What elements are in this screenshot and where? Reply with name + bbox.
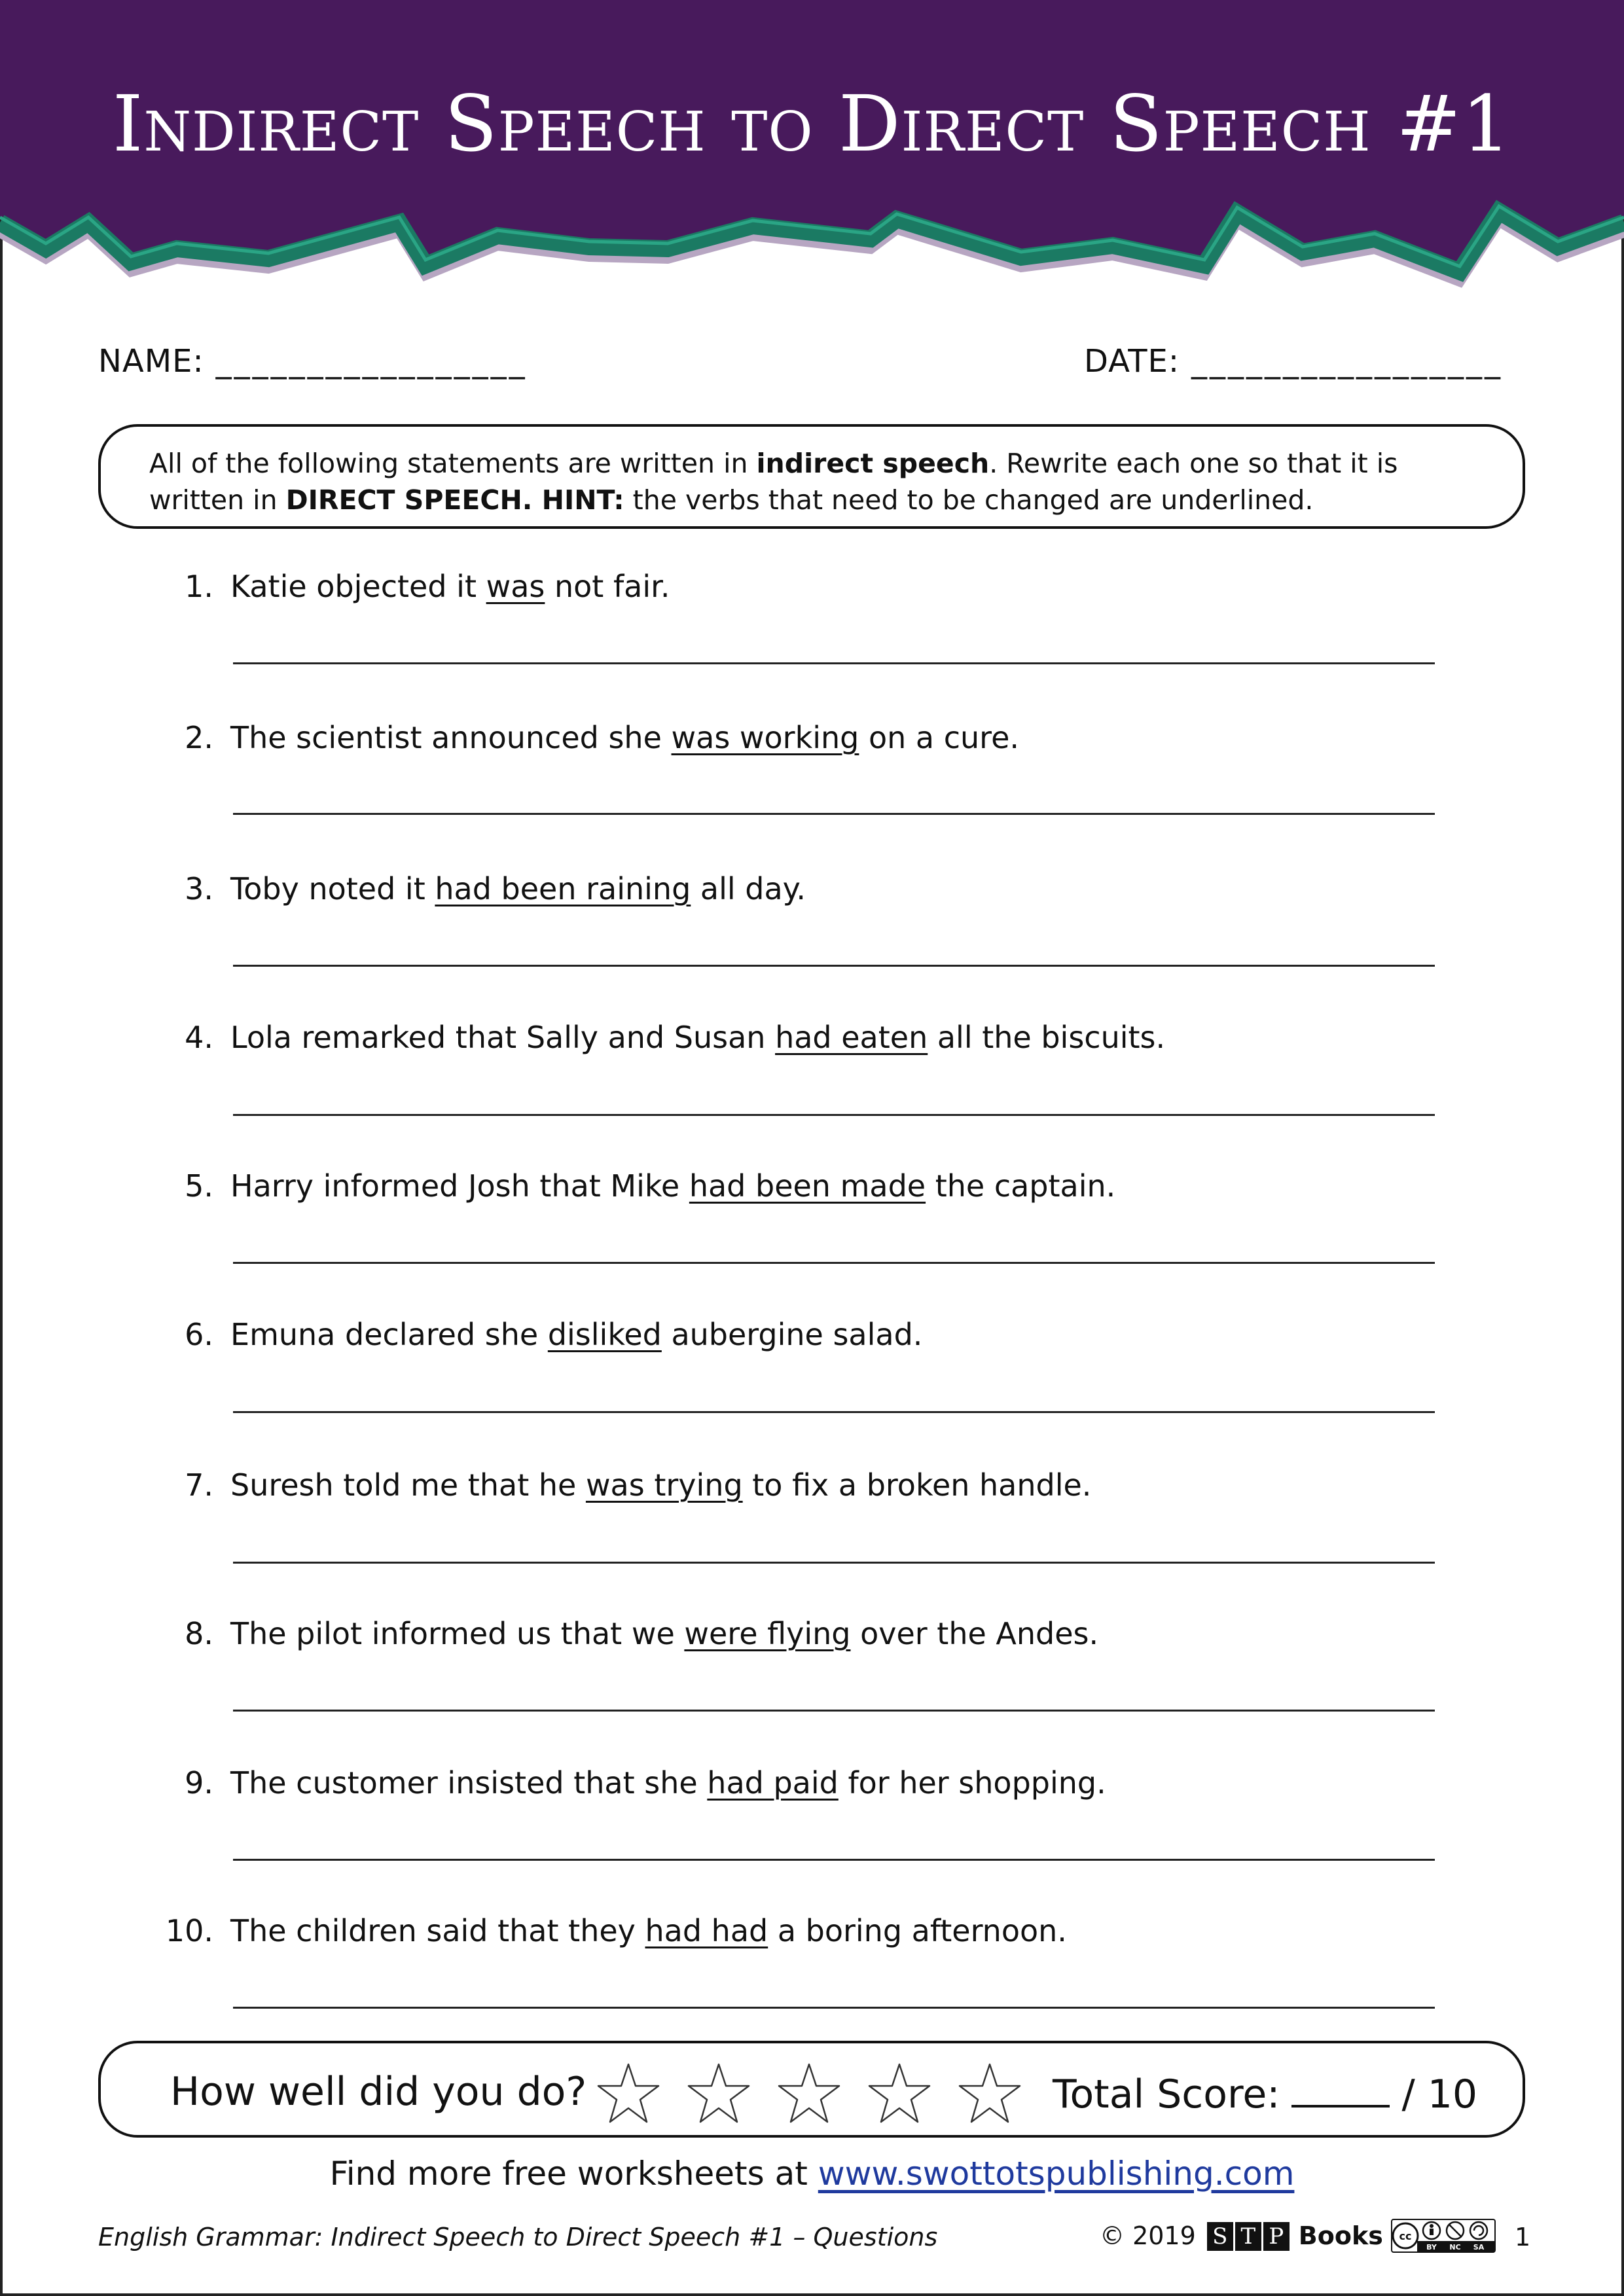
- question-number: 7.: [185, 1467, 213, 1503]
- page-number: 1: [1515, 2223, 1531, 2251]
- name-blank[interactable]: _________________: [215, 343, 528, 380]
- question-number: 8.: [185, 1616, 213, 1651]
- question-text: Lola remarked that Sally and Susan: [230, 1020, 776, 1055]
- question-text: the captain.: [926, 1168, 1116, 1204]
- answer-line[interactable]: [233, 1710, 1435, 1712]
- instructions-text-1: All of the following statements are written in: [149, 448, 757, 479]
- question-number: 9.: [185, 1765, 213, 1801]
- stp-logo: [1205, 2221, 1290, 2251]
- instructions-bold-2: DIRECT SPEECH. HINT:: [285, 484, 624, 516]
- question-number: 6.: [185, 1317, 213, 1352]
- svg-text:cc: cc: [1399, 2230, 1412, 2242]
- question-text: Suresh told me that he: [230, 1467, 586, 1503]
- star-icon[interactable]: [596, 2060, 661, 2126]
- question-text: The customer insisted that she: [230, 1765, 708, 1801]
- instructions-text-2: . Rewrite each one so that it is written in: [149, 448, 1398, 516]
- question-verb: were flying: [684, 1616, 851, 1651]
- answer-line[interactable]: [233, 2007, 1435, 2009]
- answer-line[interactable]: [233, 1114, 1435, 1116]
- question-text: The scientist announced she: [230, 720, 672, 755]
- star-icon[interactable]: [776, 2060, 842, 2126]
- question-text: over the Andes.: [850, 1616, 1099, 1651]
- question-item: [151, 1762, 1460, 1804]
- answer-line[interactable]: [233, 662, 1435, 664]
- question-text: Emuna declared she: [230, 1317, 548, 1352]
- question-text: The pilot informed us that we: [230, 1616, 685, 1651]
- star-icon[interactable]: [957, 2060, 1022, 2126]
- question-item: [151, 1910, 1460, 1952]
- question-verb: had been made: [689, 1168, 926, 1204]
- question-text: all the biscuits.: [928, 1020, 1166, 1055]
- more-worksheets: [0, 2155, 1624, 2193]
- question-text: aubergine salad.: [661, 1317, 923, 1352]
- question-text: The children said that they: [230, 1913, 645, 1948]
- question-text: Katie objected it: [230, 569, 486, 604]
- question-item: [151, 717, 1460, 759]
- stp-letter: S: [1207, 2222, 1233, 2251]
- question-text: Toby noted it: [230, 871, 435, 906]
- answer-line[interactable]: [233, 965, 1435, 967]
- question-item: [151, 1613, 1460, 1655]
- date-field[interactable]: [1084, 343, 1503, 380]
- question-text: a boring afternoon.: [768, 1913, 1067, 1948]
- question-item: [151, 1165, 1460, 1207]
- question-number: 2.: [185, 720, 213, 755]
- license-nc: NC: [1449, 2243, 1461, 2251]
- score-out-of: / 10: [1401, 2072, 1478, 2117]
- instructions-box: [98, 424, 1525, 529]
- question-number: 1.: [185, 569, 213, 604]
- website-link[interactable]: www.swottotspublishing.com: [818, 2155, 1295, 2193]
- question-verb: was working: [671, 720, 859, 755]
- star-icon[interactable]: [686, 2060, 751, 2126]
- question-verb: had paid: [707, 1765, 839, 1801]
- copyright-text: © 2019: [1100, 2221, 1196, 2250]
- total-score: [1053, 2068, 1477, 2118]
- more-text: Find more free worksheets at: [329, 2155, 818, 2193]
- question-verb: was: [486, 569, 545, 604]
- question-text: not fair.: [545, 569, 670, 604]
- answer-line[interactable]: [233, 1859, 1435, 1861]
- question-number: 5.: [185, 1168, 213, 1204]
- question-item: [151, 1016, 1460, 1058]
- footer-brand: [1100, 2219, 1496, 2253]
- date-blank[interactable]: _________________: [1191, 343, 1504, 380]
- question-verb: had had: [645, 1913, 768, 1948]
- question-number: 10.: [165, 1913, 213, 1948]
- name-label: NAME:: [98, 343, 204, 380]
- brand-word: Books: [1298, 2221, 1383, 2250]
- question-text: Harry informed Josh that Mike: [230, 1168, 689, 1204]
- instructions-text-3: the verbs that need to be changed are underlined.: [624, 484, 1314, 516]
- footer-title: English Grammar: Indirect Speech to Direct Speech #1 – Questions: [98, 2223, 938, 2251]
- answer-line[interactable]: [233, 1562, 1435, 1564]
- instructions-bold-1: indirect speech: [756, 448, 990, 479]
- question-number: 4.: [185, 1020, 213, 1055]
- question-item: [151, 1464, 1460, 1506]
- date-label: DATE:: [1084, 343, 1180, 380]
- question-text: to fix a broken handle.: [742, 1467, 1092, 1503]
- answer-line[interactable]: [233, 1411, 1435, 1413]
- question-number: 3.: [185, 871, 213, 906]
- question-item: [151, 868, 1460, 910]
- stp-letter: T: [1235, 2222, 1261, 2251]
- score-box: [98, 2041, 1525, 2138]
- star-icon[interactable]: [867, 2060, 932, 2126]
- question-item: [151, 565, 1460, 607]
- score-blank[interactable]: [1291, 2068, 1390, 2108]
- cc-license-icon: [1391, 2219, 1496, 2253]
- question-verb: disliked: [547, 1317, 662, 1352]
- total-score-label: Total Score:: [1053, 2072, 1280, 2117]
- question-verb: had been raining: [435, 871, 691, 906]
- question-item: [151, 1314, 1460, 1355]
- name-field[interactable]: [98, 343, 528, 380]
- question-text: on a cure.: [859, 720, 1019, 755]
- question-verb: was trying: [585, 1467, 743, 1503]
- question-text: all day.: [691, 871, 806, 906]
- stp-letter: P: [1263, 2222, 1290, 2251]
- question-text: for her shopping.: [838, 1765, 1106, 1801]
- answer-line[interactable]: [233, 1262, 1435, 1264]
- license-by: BY: [1426, 2243, 1437, 2251]
- page-title: Indirect Speech to Direct Speech #1: [112, 79, 1512, 169]
- question-verb: had eaten: [775, 1020, 928, 1055]
- answer-line[interactable]: [233, 813, 1435, 815]
- score-question: How well did you do?: [170, 2069, 587, 2115]
- license-sa: SA: [1473, 2243, 1485, 2251]
